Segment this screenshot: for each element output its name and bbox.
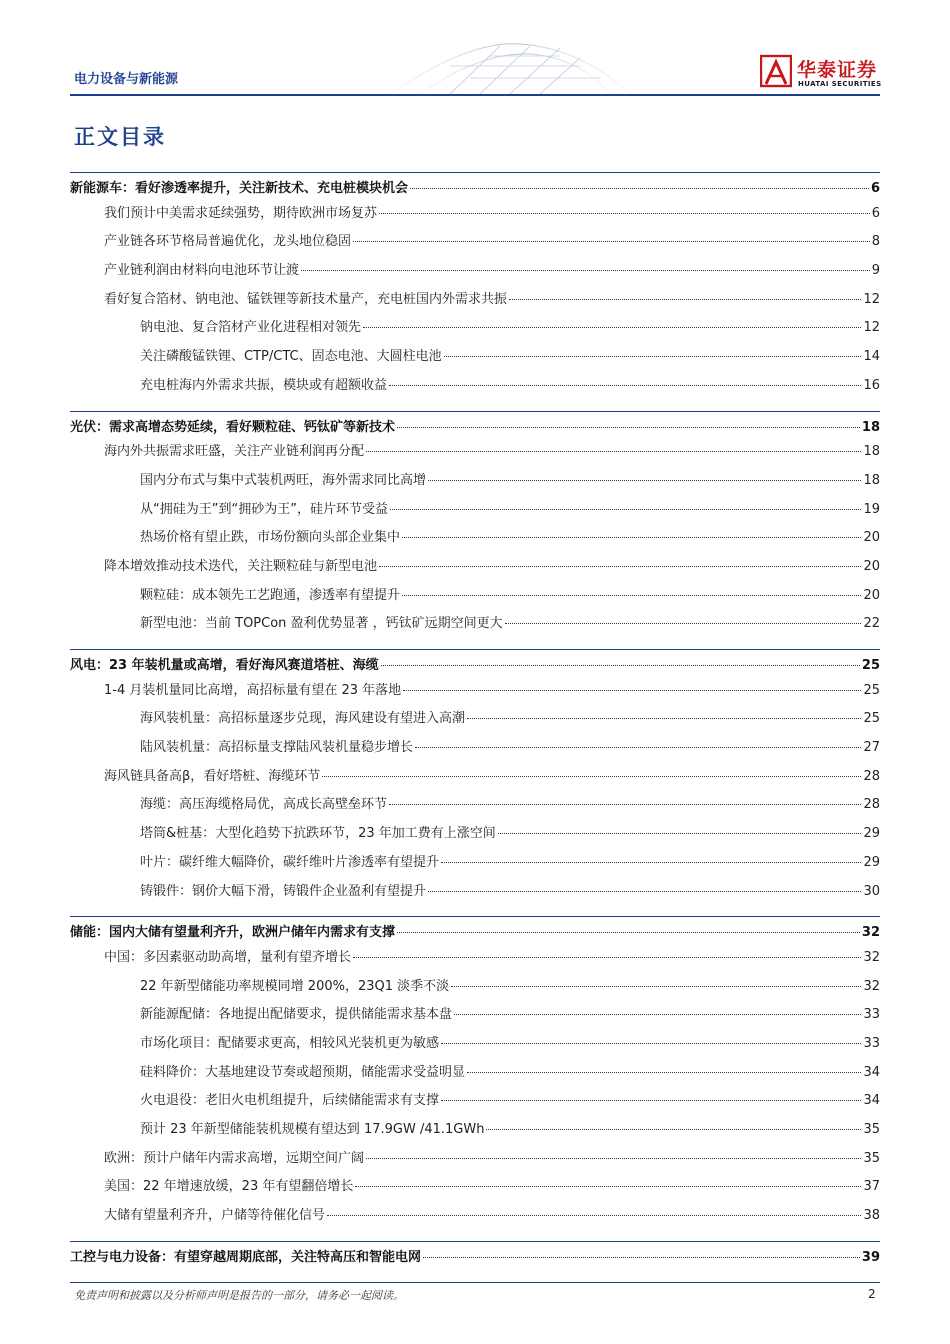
- toc-entry-level-2[interactable]: [70, 946, 880, 975]
- toc-entry-page: 25: [863, 682, 880, 698]
- toc-entry-page: 34: [863, 1064, 880, 1080]
- toc-entry-page: 33: [863, 1007, 880, 1023]
- toc-dot-leader: [397, 932, 860, 933]
- toc-dot-leader: [389, 804, 861, 805]
- toc-dot-leader: [498, 833, 862, 834]
- toc-entry-page: 27: [863, 740, 880, 756]
- toc-entry-level-3[interactable]: [70, 1089, 880, 1118]
- toc-entry-level-3[interactable]: [70, 316, 880, 345]
- toc-entry-level-3[interactable]: [70, 612, 880, 641]
- toc-entry-page: 32: [863, 978, 880, 994]
- toc-dot-leader: [381, 665, 860, 666]
- toc-entry-title: 风电：23 年装机量或高增，看好海风赛道塔桩、海缆: [70, 658, 379, 673]
- toc-entry-title: 火电退役：老旧火电机组提升，后续储能需求有支撑: [140, 1093, 440, 1109]
- footer-disclaimer: 免责声明和披露以及分析师声明是报告的一部分，请务必一起阅读。: [74, 1289, 404, 1302]
- toc-entry-level-3[interactable]: [70, 1032, 880, 1061]
- toc-entry-level-3[interactable]: [70, 736, 880, 765]
- toc-entry-level-3[interactable]: [70, 374, 880, 403]
- toc-entry-level-3[interactable]: [70, 707, 880, 736]
- page-number: 2: [868, 1287, 876, 1301]
- toc-entry-page: 12: [863, 320, 880, 336]
- toc-spacer: [70, 641, 880, 649]
- toc-entry-page: 18: [863, 472, 880, 488]
- toc-entry-level-1[interactable]: [70, 649, 880, 679]
- toc-entry-level-2[interactable]: [70, 1147, 880, 1176]
- table-of-contents: [70, 172, 880, 1270]
- toc-entry-level-1[interactable]: [70, 1241, 880, 1271]
- toc-dot-leader: [353, 957, 861, 958]
- toc-dot-leader: [353, 241, 870, 242]
- toc-entry-title: 铸锻件：钢价大幅下滑，铸锻件企业盈利有望提升: [140, 883, 427, 899]
- toc-entry-page: 34: [863, 1093, 880, 1109]
- toc-dot-leader: [327, 1215, 861, 1216]
- toc-entry-title: 从“拥硅为王”到“拥砂为王”，硅片环节受益: [140, 501, 388, 517]
- toc-entry-level-3[interactable]: [70, 880, 880, 909]
- brand-name-en: HUATAI SECURITIES: [798, 80, 882, 88]
- toc-entry-title: 硅料降价：大基地建设节奏或超预期，储能需求受益明显: [140, 1064, 466, 1080]
- toc-entry-page: 32: [863, 949, 880, 965]
- toc-entry-level-3[interactable]: [70, 1061, 880, 1090]
- toc-entry-page: 33: [863, 1035, 880, 1051]
- toc-dot-leader: [366, 1158, 861, 1159]
- toc-entry-level-3[interactable]: [70, 584, 880, 613]
- toc-dot-leader: [451, 986, 861, 987]
- toc-entry-level-2[interactable]: [70, 202, 880, 231]
- toc-entry-level-3[interactable]: [70, 498, 880, 527]
- toc-entry-page: 28: [863, 797, 880, 813]
- toc-dot-leader: [402, 595, 861, 596]
- toc-entry-title: 降本增效推动技术迭代，关注颗粒硅与新型电池: [104, 558, 378, 574]
- toc-entry-page: 29: [863, 854, 880, 870]
- toc-entry-page: 37: [863, 1179, 880, 1195]
- header-decoration: [380, 38, 640, 94]
- toc-entry-level-3[interactable]: [70, 1118, 880, 1147]
- toc-entry-title: 1-4 月装机量同比高增，高招标量有望在 23 年落地: [104, 682, 402, 698]
- toc-entry-page: 30: [863, 883, 880, 899]
- toc-entry-title: 热场价格有望止跌，市场份额向头部企业集中: [140, 530, 401, 546]
- toc-entry-level-3[interactable]: [70, 345, 880, 374]
- toc-entry-level-3[interactable]: [70, 975, 880, 1004]
- toc-entry-title: 22 年新型储能功率规模同增 200%，23Q1 淡季不淡: [140, 978, 450, 994]
- toc-dot-leader: [441, 862, 861, 863]
- toc-entry-level-2[interactable]: [70, 1204, 880, 1233]
- huatai-logo-icon: [760, 54, 792, 88]
- toc-dot-leader: [444, 356, 862, 357]
- toc-dot-leader: [389, 385, 861, 386]
- toc-entry-page: 35: [863, 1122, 880, 1137]
- toc-entry-page: 28: [863, 768, 880, 784]
- toc-entry-title: 欧洲：预计户储年内需求高增，远期空间广阔: [104, 1150, 365, 1166]
- toc-entry-title: 工控与电力设备：有望穿越周期底部，关注特高压和智能电网: [70, 1249, 422, 1265]
- toc-entry-level-3[interactable]: [70, 469, 880, 498]
- header-rule: [70, 94, 880, 96]
- page-title: 正文目录: [74, 125, 166, 149]
- toc-entry-title: 大储有望量利齐升，户储等待催化信号: [104, 1208, 326, 1224]
- toc-dot-leader: [415, 747, 861, 748]
- toc-entry-title: 看好复合箔材、钠电池、锰铁锂等新技术量产，充电桩国内外需求共振: [104, 291, 508, 307]
- toc-dot-leader: [402, 537, 861, 538]
- toc-entry-page: 8: [871, 234, 880, 250]
- toc-entry-title: 美国：22 年增速放缓，23 年有望翻倍增长: [104, 1179, 354, 1195]
- toc-entry-title: 产业链利润由材料向电池环节让渡: [104, 263, 300, 279]
- toc-entry-title: 叶片：碳纤维大幅降价，碳纤维叶片渗透率有望提升: [140, 854, 440, 870]
- toc-entry-page: 6: [871, 205, 880, 221]
- toc-entry-title: 海内外共振需求旺盛，关注产业链利润再分配: [104, 444, 365, 460]
- toc-dot-leader: [379, 566, 861, 567]
- toc-entry-level-2[interactable]: [70, 765, 880, 794]
- toc-entry-page: 32: [861, 925, 880, 941]
- toc-entry-level-3[interactable]: [70, 793, 880, 822]
- toc-entry-level-3[interactable]: [70, 851, 880, 880]
- toc-entry-page: 35: [863, 1150, 880, 1166]
- toc-entry-level-2[interactable]: [70, 679, 880, 708]
- toc-dot-leader: [366, 451, 861, 452]
- toc-entry-title: 海风装机量：高招标量逐步兑现，海风建设有望进入高潮: [140, 711, 466, 727]
- toc-entry-title: 国内分布式与集中式装机两旺，海外需求同比高增: [140, 472, 427, 488]
- footer-rule: [70, 1282, 880, 1283]
- toc-dot-leader: [403, 690, 861, 691]
- toc-spacer: [70, 403, 880, 411]
- toc-entry-title: 预计 23 年新型储能装机规模有望达到 17.9GW /41.1GWh: [140, 1122, 485, 1137]
- toc-entry-page: 20: [863, 530, 880, 546]
- toc-entry-title: 光伏：需求高增态势延续，看好颗粒硅、钙钛矿等新技术: [70, 419, 396, 435]
- toc-entry-level-2[interactable]: [70, 230, 880, 259]
- toc-entry-level-3[interactable]: [70, 822, 880, 851]
- toc-entry-level-2[interactable]: [70, 555, 880, 584]
- toc-dot-leader: [467, 718, 861, 719]
- toc-spacer: [70, 908, 880, 916]
- toc-entry-page: 16: [863, 377, 880, 393]
- toc-entry-title: 新能源配储：各地提出配储要求，提供储能需求基本盘: [140, 1007, 453, 1023]
- toc-entry-page: 22: [863, 616, 880, 632]
- toc-entry-level-2[interactable]: [70, 1175, 880, 1204]
- toc-entry-title: 储能：国内大储有望量利齐升，欧洲户储年内需求有支撑: [70, 925, 396, 941]
- header-section-label: 电力设备与新能源: [74, 72, 179, 87]
- toc-dot-leader: [441, 1043, 861, 1044]
- toc-dot-leader: [410, 188, 869, 189]
- toc-entry-title: 充电桩海内外需求共振，模块或有超额收益: [140, 377, 388, 393]
- toc-entry-title: 颗粒硅：成本领先工艺跑通，渗透率有望提升: [140, 587, 401, 603]
- toc-dot-leader: [379, 213, 870, 214]
- toc-entry-title: 关注磷酸锰铁锂、CTP/CTC、固态电池、大圆柱电池: [140, 349, 442, 365]
- toc-dot-leader: [454, 1014, 861, 1015]
- toc-dot-leader: [505, 623, 862, 624]
- toc-entry-title: 海风链具备高β，看好塔桩、海缆环节: [104, 768, 321, 784]
- toc-entry-page: 25: [863, 711, 880, 727]
- toc-entry-level-1[interactable]: [70, 411, 880, 441]
- toc-entry-title: 市场化项目：配储要求更高，相较风光装机更为敏感: [140, 1035, 440, 1051]
- toc-dot-leader: [509, 299, 861, 300]
- toc-entry-title: 产业链各环节格局普遍优化，龙头地位稳固: [104, 234, 352, 250]
- toc-entry-title: 塔筒&桩基：大型化趋势下抗跌环节，23 年加工费有上涨空间: [140, 826, 496, 842]
- toc-entry-page: 18: [861, 419, 880, 435]
- toc-dot-leader: [397, 427, 860, 428]
- toc-entry-title: 新能源车：看好渗透率提升，关注新技术、充电桩模块机会: [70, 181, 409, 196]
- toc-entry-title: 中国：多因素驱动助高增，量利有望齐增长: [104, 949, 352, 965]
- toc-entry-level-3[interactable]: [70, 1003, 880, 1032]
- toc-dot-leader: [322, 776, 861, 777]
- toc-entry-title: 海缆：高压海缆格局优，高成长高壁垒环节: [140, 797, 388, 813]
- toc-dot-leader: [441, 1100, 861, 1101]
- toc-dot-leader: [355, 1186, 861, 1187]
- toc-entry-level-2[interactable]: [70, 440, 880, 469]
- toc-entry-page: 14: [863, 349, 880, 365]
- toc-spacer: [70, 1233, 880, 1241]
- toc-dot-leader: [428, 480, 861, 481]
- toc-entry-level-1[interactable]: [70, 172, 880, 202]
- toc-dot-leader: [363, 327, 861, 328]
- toc-entry-title: 我们预计中美需求延续强势，期待欧洲市场复苏: [104, 205, 378, 221]
- toc-entry-title: 钠电池、复合箔材产业化进程相对领先: [140, 320, 362, 336]
- toc-entry-page: 18: [863, 444, 880, 460]
- toc-entry-page: 25: [861, 658, 880, 673]
- toc-entry-page: 9: [871, 263, 880, 279]
- toc-dot-leader: [486, 1129, 861, 1130]
- toc-entry-page: 38: [863, 1208, 880, 1224]
- toc-entry-page: 29: [863, 826, 880, 842]
- toc-entry-page: 20: [863, 587, 880, 603]
- toc-entry-page: 20: [863, 558, 880, 574]
- toc-entry-level-2[interactable]: [70, 288, 880, 317]
- toc-dot-leader: [390, 509, 862, 510]
- toc-dot-leader: [428, 891, 861, 892]
- toc-dot-leader: [467, 1072, 861, 1073]
- toc-entry-level-3[interactable]: [70, 526, 880, 555]
- huatai-logo: [760, 54, 890, 94]
- toc-entry-page: 12: [863, 291, 880, 307]
- toc-entry-page: 39: [861, 1249, 880, 1265]
- toc-entry-title: 新型电池：当前 TOPCon 盈利优势显著 ，钙钛矿远期空间更大: [140, 616, 503, 632]
- toc-entry-page: 6: [870, 181, 880, 196]
- toc-entry-page: 19: [863, 501, 880, 517]
- toc-entry-level-2[interactable]: [70, 259, 880, 288]
- brand-name-cn: 华泰证券: [797, 59, 878, 81]
- toc-entry-level-1[interactable]: [70, 916, 880, 946]
- toc-dot-leader: [301, 270, 870, 271]
- toc-entry-title: 陆风装机量：高招标量支撑陆风装机量稳步增长: [140, 740, 414, 756]
- toc-dot-leader: [423, 1257, 860, 1258]
